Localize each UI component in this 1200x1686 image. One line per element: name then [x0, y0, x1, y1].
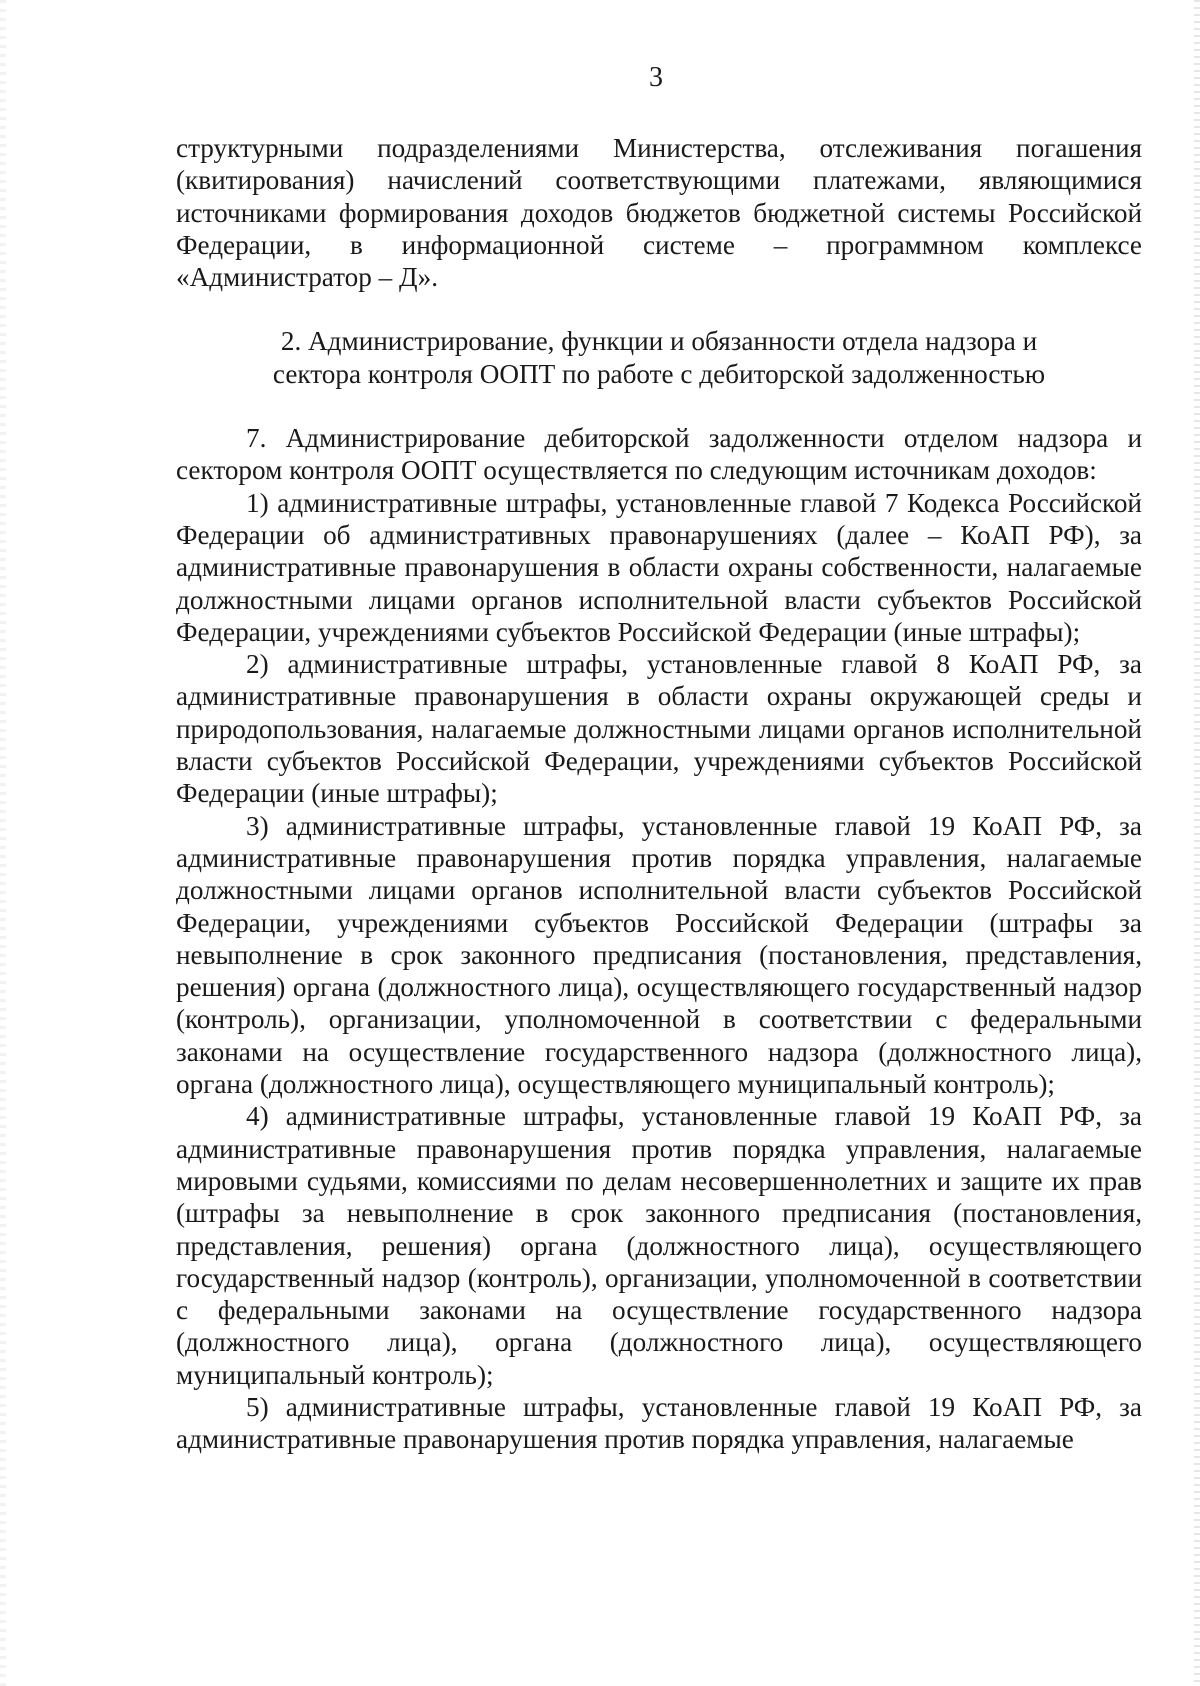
list-item-3: 3) административные штрафы, установленные главой 19 КоАП РФ, за административные правонарушения против порядка управления, налагаемые должностными лицами органов исполнительной власти субъектов Российской Федерации, учреждениями субъектов Российской Федерации (штрафы за невыполнение в срок законного предписания (постановления, представления, решения) органа (должностного лица), осуществляющего государственный надзор (контроль), организации, уполномоченной в соответствии с федеральными законами на осуществление государственного надзора (должностного лица), органа (должностного лица), осуществляющего муниципальный контроль);: [176, 810, 1142, 1100]
section-heading: [176, 325, 1142, 390]
document-body: [176, 132, 1142, 1456]
list-item-2: 2) административные штрафы, установленные главой 8 КоАП РФ, за административные правонарушения в области охраны окружающей среды и природопользования, налагаемые должностными лицами органов исполнительной власти субъектов Российской Федерации, учреждениями субъектов Российской Федерации (иные штрафы);: [176, 649, 1142, 809]
section-heading-line-1: 2. Администрирование, функции и обязанности отдела надзора и: [280, 326, 1038, 357]
list-item-4: 4) административные штрафы, установленные главой 19 КоАП РФ, за административные правонарушения против порядка управления, налагаемые мировыми судьями, комиссиями по делам несовершеннолетних и защите их прав (штрафы за невыполнение в срок законного предписания (постановления, представления, решения) органа (должностного лица), осуществляющего государственный надзор (контроль), организации, уполномоченной в соответствии с федеральными законами на осуществление государственного надзора (должностного лица), органа (должностного лица), осуществляющего муниципальный контроль);: [176, 1101, 1142, 1390]
scan-edge-left: [0, 0, 6, 1686]
intro-paragraph: структурными подразделениями Министерства, отслеживания погашения (квитирования) начислений соответствующими платежами, являющимися источниками формирования доходов бюджетов бюджетной системы Российской Федерации, в информационной системе – программном комплексе «Администратор – Д».: [176, 133, 1142, 293]
scan-edge-right: [1194, 0, 1200, 1686]
section-heading-line-2: сектора контроля ООПТ по работе с дебиторской задолженностью: [272, 358, 1046, 389]
list-item-5: 5) административные штрафы, установленные главой 19 КоАП РФ, за административные правонарушения против порядка управления, налагаемые: [176, 1391, 1142, 1455]
paragraph-7: 7. Администрирование дебиторской задолженности отделом надзора и сектором контроля ООПТ осуществляется по следующим источникам доходов:: [176, 423, 1142, 486]
page-number: 3: [649, 62, 663, 93]
list-item-1: 1) административные штрафы, установленные главой 7 Кодекса Российской Федерации об административных правонарушениях (далее – КоАП РФ), за административные правонарушения в области охраны собственности, налагаемые должностными лицами органов исполнительной власти субъектов Российской Федерации, учреждениями субъектов Российской Федерации (иные штрафы);: [176, 487, 1142, 647]
